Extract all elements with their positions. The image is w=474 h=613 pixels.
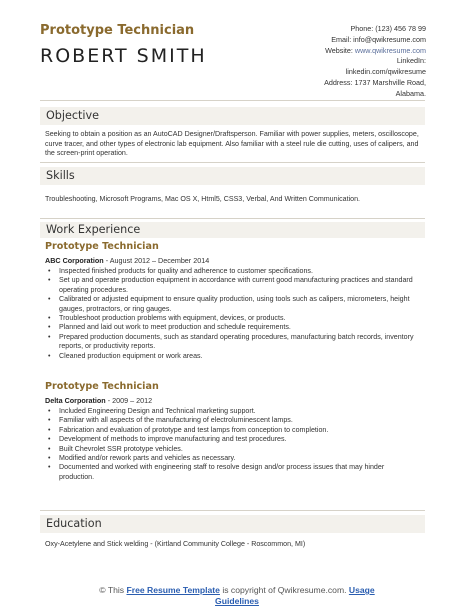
- job-dates-2: - 2009 – 2012: [105, 396, 153, 405]
- website-label: Website:: [325, 45, 355, 55]
- work-heading: Work Experience: [46, 223, 141, 236]
- free-resume-template-link[interactable]: Free Resume Template: [126, 585, 220, 595]
- skills-section-header: [40, 167, 425, 185]
- job-bullets-1: [48, 267, 420, 361]
- list-item: • Familiar with all aspects of the manufacturing of electroluminescent lamps.: [48, 416, 420, 425]
- divider: [40, 162, 425, 163]
- job-dates-1: - August 2012 – December 2014: [103, 256, 210, 265]
- objective-heading: Objective: [46, 109, 100, 122]
- education-heading: Education: [46, 517, 102, 530]
- footer-line-1: [0, 585, 474, 596]
- list-item: • Cleaned production equipment or work areas.: [48, 352, 420, 361]
- list-item: • Inspected finished products for quality and adherence to customer specifications.: [48, 267, 420, 276]
- list-item: • Development of methods to improve manufacturing and test procedures.: [48, 435, 420, 444]
- skills-text: Troubleshooting, Microsoft Programs, Mac OS X, Html5, CSS3, Verbal, And Written Communication.: [45, 195, 361, 203]
- education-text: Oxy-Acetylene and Stick welding - (Kirtland Community College - Roscommon, MI): [45, 540, 306, 548]
- company-name-2: Delta Corporation: [45, 396, 106, 405]
- contact-linkedin-value[interactable]: linkedin.com/qwikresume: [345, 67, 426, 77]
- objective-text: Seeking to obtain a position as an AutoCAD Designer/Draftsperson. Familiar with power supplies, meters, oscilloscope, curve tracer, and other types of electronic lab equipment. Also familiar with a steel rule die cutting, uses of calipers, and the screen-print operation.: [45, 130, 419, 158]
- job-company-1: [45, 256, 209, 265]
- company-name-1: ABC Corporation: [45, 256, 104, 265]
- contact-block: [246, 24, 426, 100]
- list-item: • Documented and worked with engineering staff to resolve design and/or process issues that may hinder production.: [48, 463, 420, 482]
- contact-website: [246, 46, 426, 57]
- contact-address-line2: Alabama.: [395, 88, 426, 98]
- resume-header: [0, 0, 474, 98]
- list-item: • Calibrated or adjusted equipment to ensure quality production, using tools such as calipers, micrometers, height gauges, protractors, or ring gauges.: [48, 295, 420, 314]
- education-section-header: [40, 515, 425, 533]
- list-item: • Prepared production documents, such as standard operating procedures, manufacturing batch records, inventory reports, or productivity reports.: [48, 333, 420, 352]
- job-bullets-2: [48, 407, 420, 482]
- list-item: • Planned and laid out work to meet production and schedule requirements.: [48, 323, 420, 332]
- contact-address-line1: Address: 1737 Marshville Road,: [324, 77, 426, 87]
- list-item: • Included Engineering Design and Technical marketing support.: [48, 407, 420, 416]
- objective-section-header: [40, 107, 425, 125]
- job-title-1: Prototype Technician: [45, 241, 159, 252]
- divider: [40, 510, 425, 511]
- usage-guidelines-link-part2[interactable]: Guidelines: [215, 596, 259, 606]
- candidate-name: ROBERT SMITH: [40, 45, 207, 67]
- list-item: • Set up and operate production equipment in accordance with current good manufacturing practices and standard operating procedures.: [48, 276, 420, 295]
- job-company-2: [45, 396, 152, 405]
- footer-middle: is copyright of Qwikresume.com.: [219, 585, 349, 595]
- footer-prefix: © This: [99, 585, 127, 595]
- divider: [40, 218, 425, 219]
- list-item: • Fabrication and evaluation of prototype and test lamps from conception to completion.: [48, 426, 420, 435]
- work-section-header: [40, 222, 425, 238]
- skills-heading: Skills: [46, 169, 75, 182]
- divider: [40, 100, 425, 101]
- footer-line-2: [0, 596, 474, 607]
- usage-guidelines-link-part1[interactable]: Usage: [348, 585, 375, 595]
- job-title: Prototype Technician: [40, 23, 195, 38]
- website-link[interactable]: www.qwikresume.com: [354, 45, 426, 55]
- list-item: • Built Chevrolet SSR prototype vehicles.: [48, 445, 420, 454]
- list-item: • Troubleshoot production problems with equipment, devices, or products.: [48, 314, 420, 323]
- contact-linkedin-label: LinkedIn:: [396, 56, 426, 66]
- list-item: • Modified and/or rework parts and vehicles as necessary.: [48, 454, 420, 463]
- contact-phone: Phone: (123) 456 78 99: [350, 24, 426, 33]
- job-title-2: Prototype Technician: [45, 381, 159, 392]
- footer: [0, 585, 474, 607]
- contact-email: Email: info@qwikresume.com: [331, 34, 426, 44]
